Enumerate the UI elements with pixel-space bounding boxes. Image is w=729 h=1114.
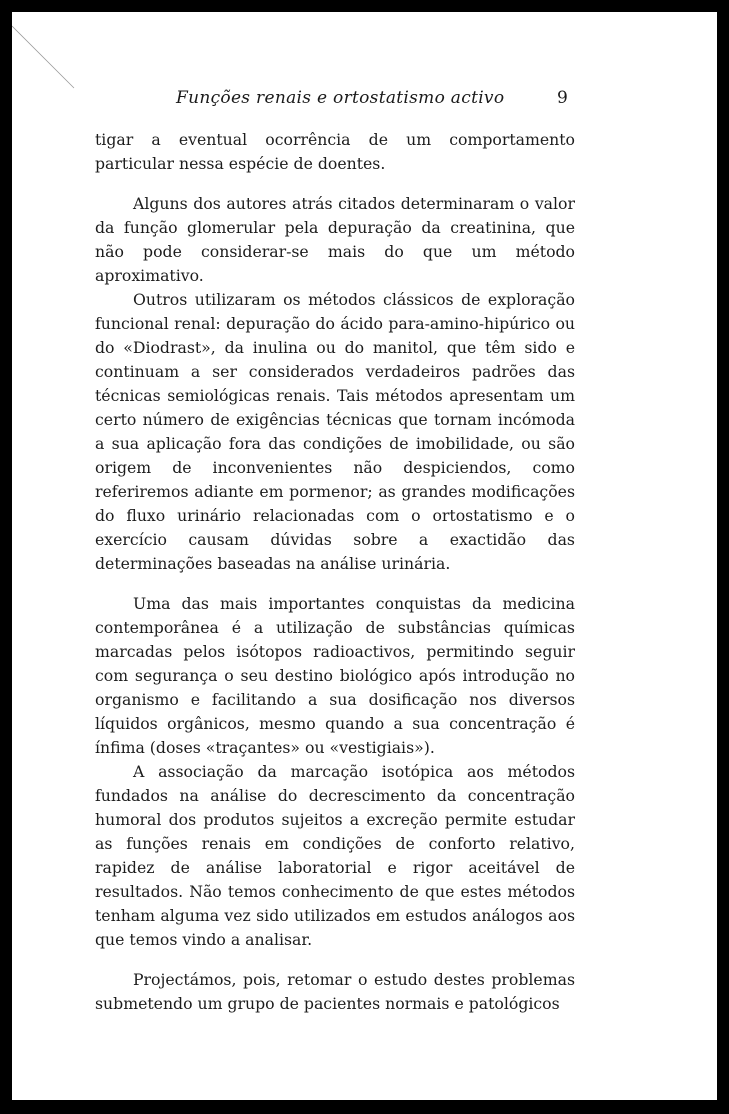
page-fold-mark (12, 12, 92, 92)
scanned-page (12, 12, 717, 1100)
paragraph: A associação da marcação isotópica aos métodos fundados na análise do decrescimento da concentração humoral dos produtos sujeitos a excreção permite estudar as funções renais em condições de conforto relativo, rapidez de análise laboratorial e rigor aceitável de resultados. Não temos conhecimento de que estes métodos tenham alguma vez sido utilizados em estudos análogos aos que temos vindo a analisar. (95, 762, 575, 949)
paragraph: Outros utilizaram os métodos clássicos de exploração funcional renal: depuração do ácido para-amino-hipúrico ou do «Diodrast», da inulina ou do manitol, que têm sido e continuam a ser considerados verdadeiros padrões das técnicas semiológicas renais. Tais métodos apresentam um certo número de exigências técnicas que tornam incómoda a sua aplicação fora das condições de imobilidade, ou são origem de inconvenientes não despiciendos, como referiremos adiante em pormenor; as grandes modificações do fluxo urinário relacionadas com o ortostatismo e o exercício causam dúvidas sobre a exactidão das determinações baseadas na análise urinária. (95, 290, 575, 573)
paragraph: Uma das mais importantes conquistas da medicina contemporânea é a utilização de substâncias químicas marcadas pelos isótopos radioactivos, permitindo seguir com segurança o seu destino biológico após introdução no organismo e facilitando a sua dosificação nos diversos líquidos orgânicos, mesmo quando a sua concentração é ínfima (doses «traçantes» ou «vestigiais»). (95, 594, 575, 757)
body-text (95, 128, 575, 1016)
paragraph: Alguns dos autores atrás citados determinaram o valor da função glomerular pela depuração da creatinina, que não pode considerar-se mais do que um método aproximativo. (95, 194, 575, 285)
paragraph: Projectámos, pois, retomar o estudo destes problemas submetendo um grupo de pacientes normais e patológicos (95, 970, 575, 1013)
running-title: Funções renais e ortostatismo activo (176, 88, 505, 108)
paragraph-continuation: tigar a eventual ocorrência de um comportamento particular nessa espécie de doentes. (95, 130, 575, 173)
page-header (12, 88, 717, 114)
page-number: 9 (557, 88, 568, 108)
